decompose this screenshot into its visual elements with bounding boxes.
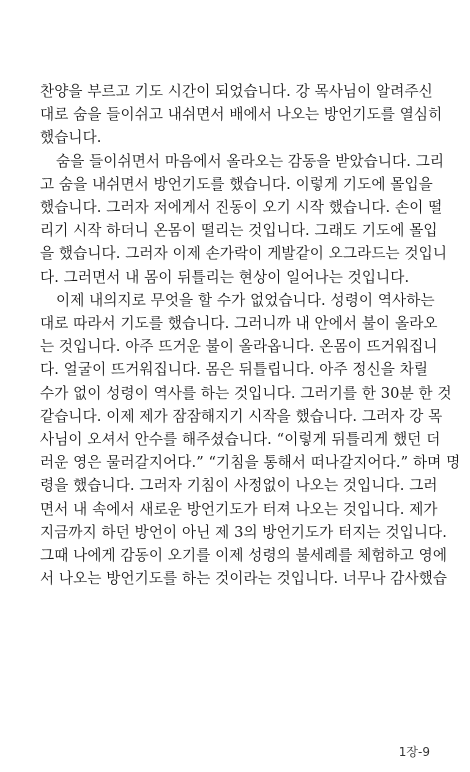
text-line: 을 했습니다. 그러자 이제 손가락이 게발같이 오그라드는 것입니: [40, 245, 448, 263]
paragraph: [40, 80, 443, 150]
text-line: 같습니다. 이제 제가 잠잠해지기 시작을 했습니다. 그러자 강 목: [40, 407, 443, 425]
text-line: 수가 없이 성령이 역사를 하는 것입니다. 그러기를 한 30분 한 것: [40, 384, 452, 402]
text-line: 찬양을 부르고 기도 시간이 되었습니다. 강 목사님이 알려주신: [40, 83, 433, 100]
text-line: 리기 시작 하더니 온몸이 떨리는 것입니다. 그래도 기도에 몰입: [40, 222, 438, 240]
text-line: 다. 얼굴이 뜨거워집니다. 몸은 뒤틀립니다. 아주 정신을 차릴: [40, 361, 429, 379]
text-line: 다. 그러면서 내 몸이 뒤틀리는 현상이 일어나는 것입니다.: [40, 268, 410, 286]
text-line: 는 것입니다. 아주 뜨거운 불이 올라옵니다. 온몸이 뜨거워집니: [40, 338, 438, 356]
text-line: 면서 내 속에서 새로운 방언기도가 터져 나오는 것입니다. 제가: [40, 500, 438, 518]
text-line: 대로 따라서 기도를 했습니다. 그러니까 내 안에서 불이 올라오: [40, 315, 438, 333]
page-number: 1장-9: [398, 745, 430, 759]
text-line: 러운 영은 물러갈지어다.” “기침을 통해서 떠나갈지어다.” 하며 명: [40, 454, 461, 472]
text-line: 했습니다.: [40, 129, 102, 147]
paragraph: [40, 150, 448, 289]
text-line: 고 숨을 내쉬면서 방언기도를 했습니다. 이렇게 기도에 몰입을: [40, 175, 433, 193]
text-line: 했습니다. 그러자 저에게서 진동이 오기 시작 했습니다. 손이 떨: [40, 199, 443, 217]
text-line: 대로 숨을 들이쉬고 내쉬면서 배에서 나오는 방언기도를 열심히: [40, 106, 443, 124]
text-line: 숨을 들이쉬면서 마음에서 올라오는 감동을 받았습니다. 그리: [56, 152, 445, 170]
text-line: 서 나오는 방언기도를 하는 것이라는 것입니다. 너무나 감사했습: [40, 570, 448, 588]
paragraph: [40, 289, 461, 591]
text-line: 그때 나에게 감동이 오기를 이제 성령의 불세례를 체험하고 영에: [40, 547, 448, 565]
text-line: 지금까지 하던 방언이 아닌 제 3의 방언기도가 터지는 것입니다.: [40, 523, 447, 541]
text-line: 사님이 오셔서 안수를 해주셨습니다. “이렇게 뒤틀리게 했던 더: [40, 431, 441, 449]
page-text: [40, 80, 461, 590]
text-line: 이제 내의지로 무엇을 할 수가 없었습니다. 성령이 역사하는: [56, 291, 435, 309]
text-line: 령을 했습니다. 그러자 기침이 사정없이 나오는 것입니다. 그러: [40, 477, 438, 495]
